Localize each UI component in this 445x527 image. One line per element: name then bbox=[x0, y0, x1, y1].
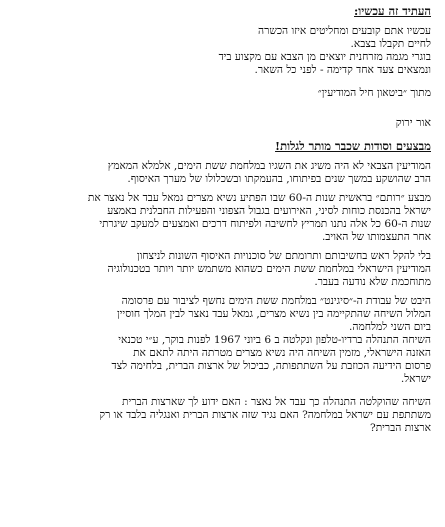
paragraph-line: אחר התעצמותו של האויב. bbox=[321, 231, 431, 243]
paragraph-line: ישראל. bbox=[400, 373, 431, 385]
paragraph-line: שנות ה-60 כל אלה נתנו תמריץ לחשיבה ולפיתוח דרכים ואמצעים למעקב שיגרתי bbox=[99, 218, 431, 230]
paragraph-line: משתתפת עם ישראל במלחמה? האם נגיד שזה ארצות הברית ואנגליה בלבד או רק bbox=[99, 409, 431, 421]
paragraph-3 bbox=[12, 250, 431, 289]
paragraph-line: מתוחכמת שלא נודעה בעבר. bbox=[314, 276, 431, 288]
paragraph-line: הרב שהושקע במשך שנים בפיתוחו, בהעמקתו ובשכלולו של מערך האיסוף. bbox=[127, 173, 431, 185]
paragraph-line: ביום השני למלחמה. bbox=[349, 321, 431, 333]
paragraph-line: השיחה התנהלה ברדיו-טלפון ונקלטה ב 6 ביוני 1967 לפנות בוקר, ע״י טכנאי bbox=[118, 334, 431, 346]
section1-heading: העתיד זה עכשיו: bbox=[354, 4, 431, 18]
source-credit: מתוך ״ביטאון חיל המודיעין״ bbox=[317, 87, 431, 99]
section2-heading: מבצעים וסודות שכבר מותר לגלות! bbox=[275, 139, 431, 153]
paragraph-line: בלי להקל ראש בחשיבותם ותרומתם של סוכנויות האיסוף השונות לניצחון bbox=[136, 250, 431, 262]
paragraph-line: ישראל בהכנסת כוחות לסיני, האירועים בגבול הצפוני והפעילות החבלנית באמצע bbox=[107, 205, 431, 217]
paragraph-5 bbox=[12, 334, 431, 386]
paragraph-line: השיחה שהוקלטה התנהלה כך עבד אל נאצר : האם ידוע לך שארצות הברית bbox=[122, 396, 431, 408]
intro-line: לחיים תקבלו בצבא. bbox=[350, 38, 431, 50]
paragraph-line: המודיעין הצבאי לא היה משיג את השגיו במלחמת ששת הימים, אלמלא המאמץ bbox=[107, 160, 431, 172]
intro-paragraph bbox=[12, 25, 431, 77]
author-name: אור ירוק bbox=[395, 116, 431, 129]
document-body bbox=[12, 4, 431, 435]
paragraph-line: היבט של עבודת ה-״סיגינט״ במלחמת ששת הימים נחשף לציבור עם פרסומה bbox=[121, 295, 431, 307]
paragraph-line: מבצע ״רותם״ בראשית שנות ה-60 שבו הפתיע נשיא מצרים גמאל עבד אל נאצר את bbox=[87, 192, 431, 204]
paragraph-line: המודיעין הישראלי במלחמת ששת הימים כשהוא משתמש יותר ויותר בטכנולוגיה bbox=[107, 263, 431, 275]
intro-line: עכשיו אתם קובעים ומחליטים איזו הכשרה bbox=[258, 25, 431, 37]
paragraph-6 bbox=[12, 396, 431, 435]
intro-line: ונמצאים צעד אחד קדימה - לפני כל השאר. bbox=[254, 64, 431, 76]
paragraph-line: המלול השיחה שהתקיימה בין נשיא מצרים, גמאל עבד נאצר לבין המלך חוסיין bbox=[116, 308, 431, 320]
paragraph-2 bbox=[12, 192, 431, 244]
paragraph-line: ארצות הברית? bbox=[370, 422, 431, 434]
paragraph-1 bbox=[12, 160, 431, 186]
paragraph-4 bbox=[12, 295, 431, 334]
paragraph-line: פרסום הידיעה הכוזבת על השתתפותה, כביכול של ארצות הברית, בלחימה לצד bbox=[111, 360, 431, 372]
intro-line: בוגרי מגמה מזרחנית יוצאים מן הצבא עם מקצוע ביד bbox=[218, 51, 431, 63]
paragraph-line: האזנה הישראלי, מזמין השיחה היה נשיא מצרים מטרתה היתה לתאם את bbox=[133, 347, 431, 359]
